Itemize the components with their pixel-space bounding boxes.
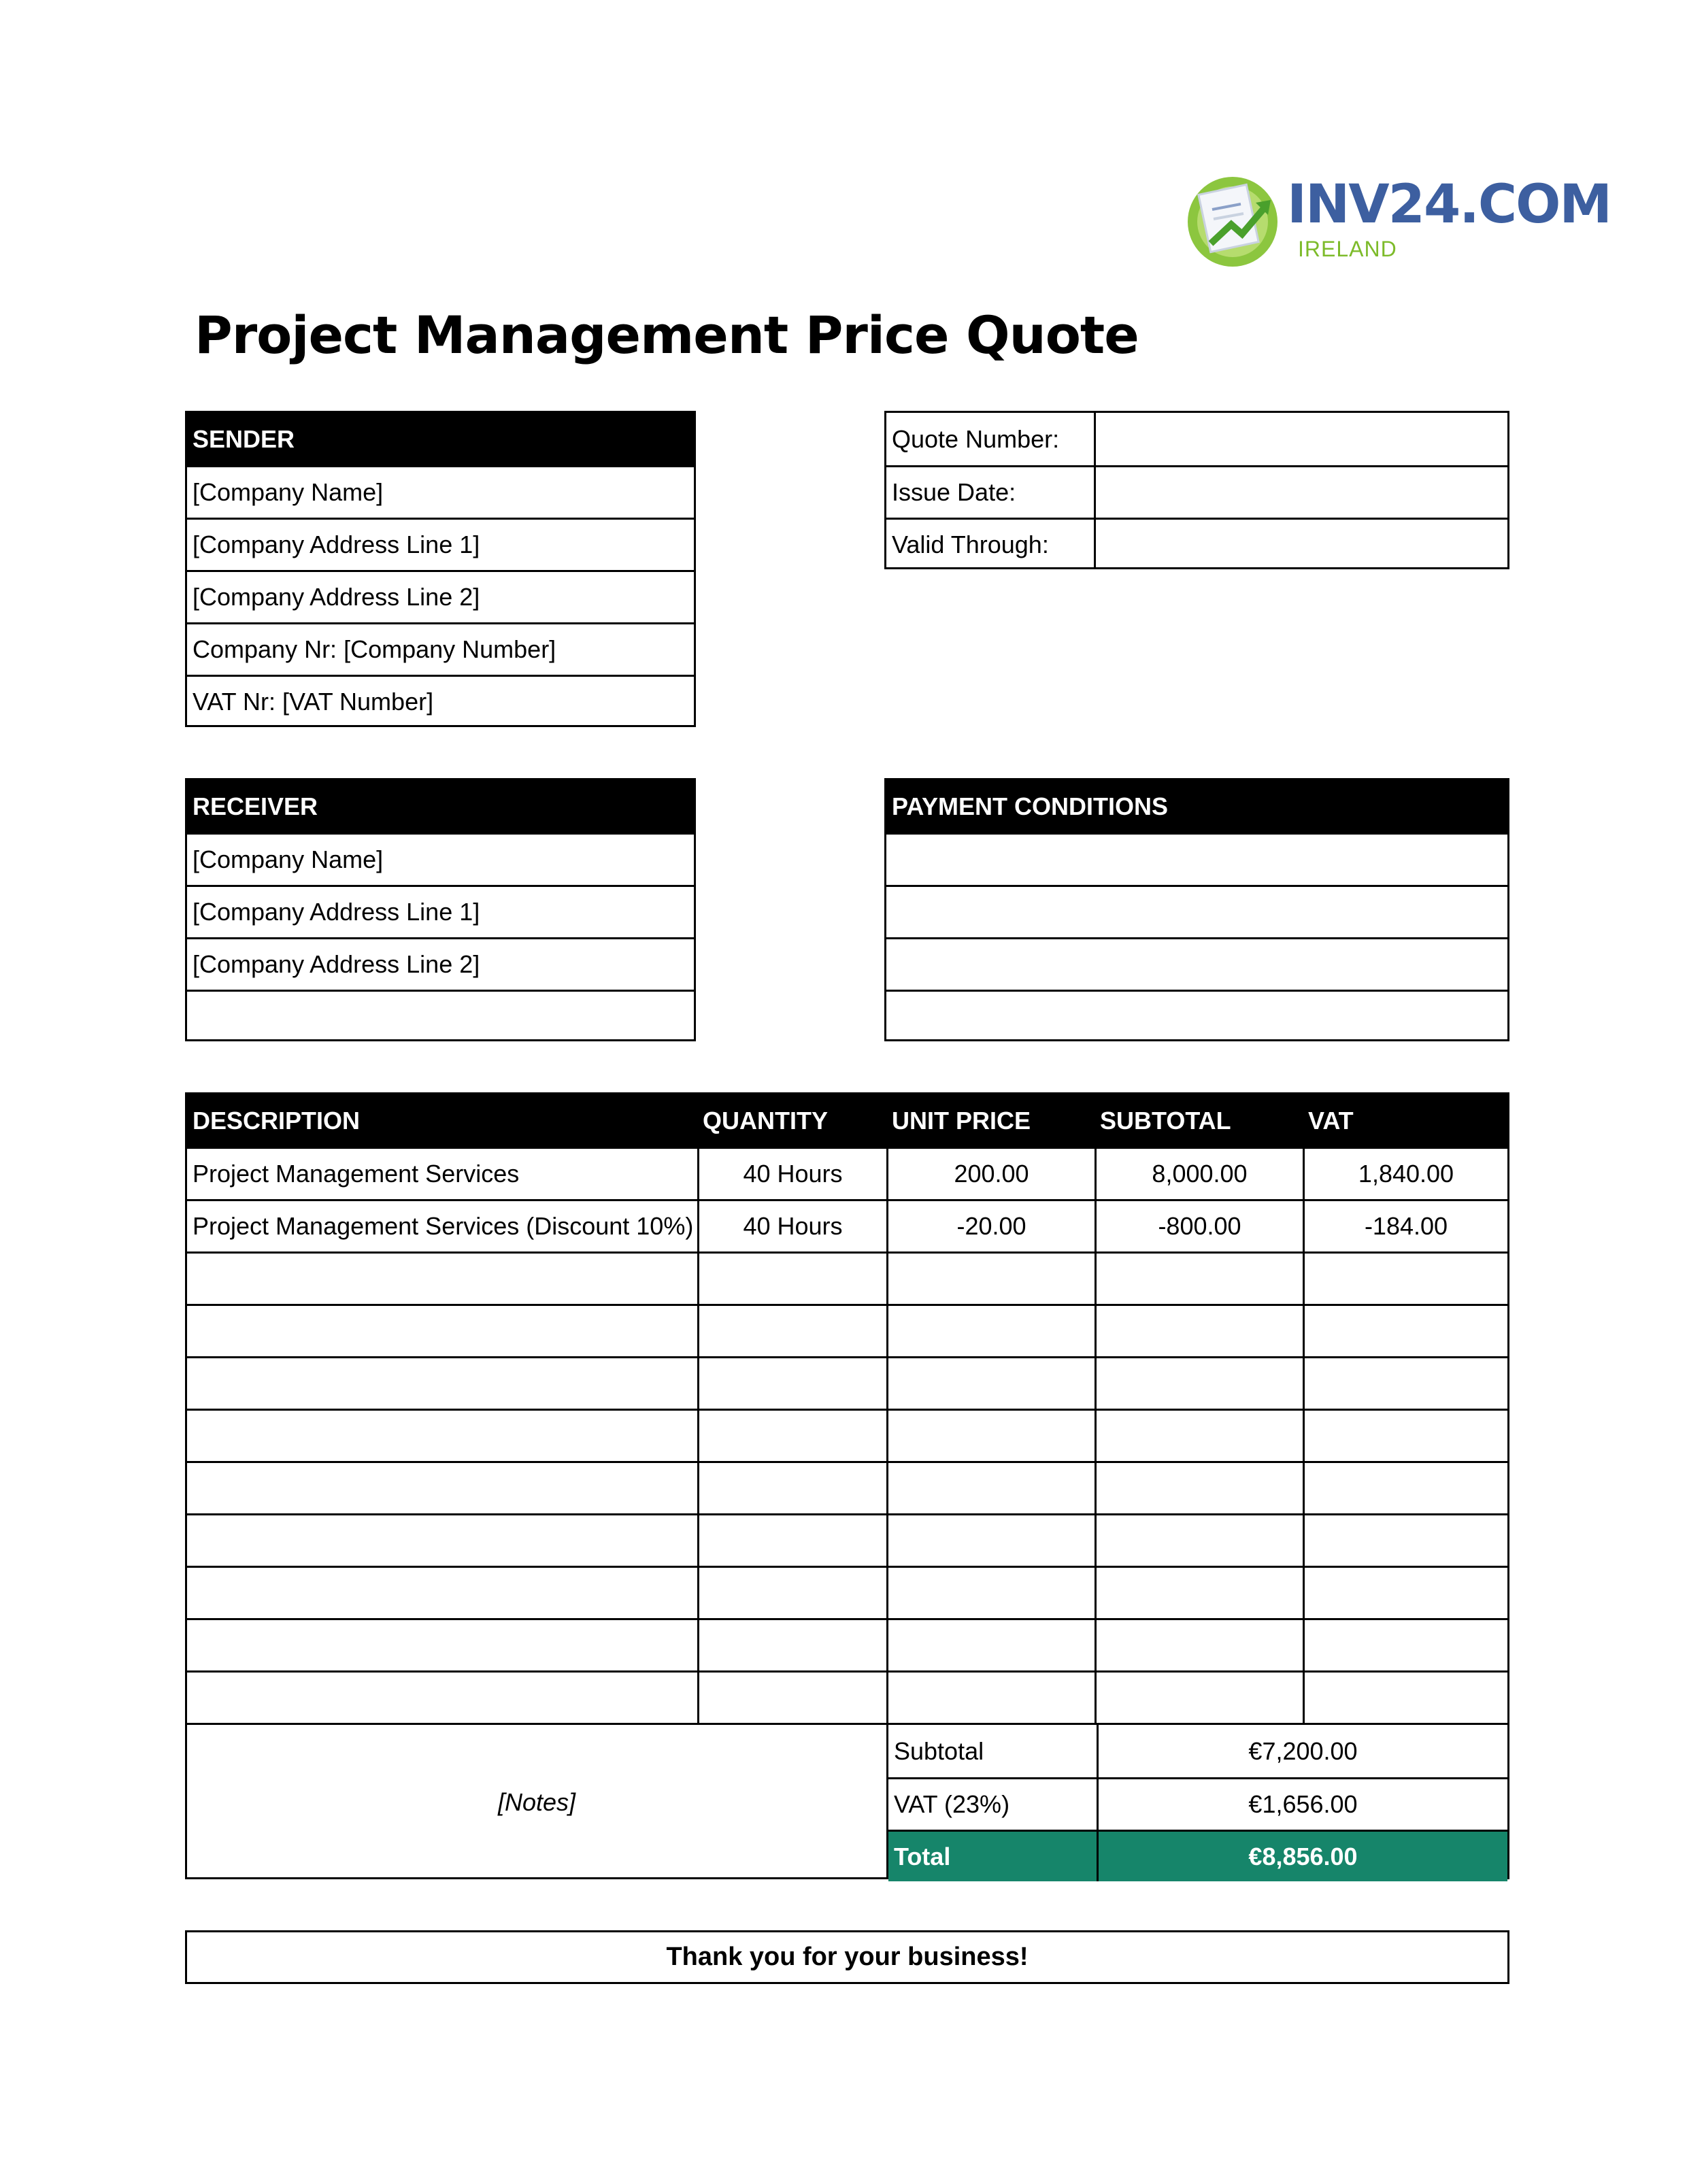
- table-row: [187, 1513, 1507, 1566]
- table-row: [187, 1618, 1507, 1670]
- quote-number-value[interactable]: [1094, 413, 1507, 465]
- payment-conditions-header: PAYMENT CONDITIONS: [886, 780, 1507, 833]
- column-header: QUANTITY: [703, 1106, 828, 1135]
- valid-through-row: Valid Through:: [886, 518, 1507, 569]
- sender-header: SENDER: [187, 413, 694, 465]
- receiver-line: [187, 990, 694, 1041]
- table-row: Project Management Services (Discount 10%) 40 Hours -20.00 -800.00 -184.00: [187, 1199, 1507, 1251]
- sender-line: [Company Address Line 2]: [187, 570, 694, 622]
- table-row: [187, 1251, 1507, 1304]
- subtotal-row: Subtotal €7,200.00: [888, 1725, 1507, 1777]
- table-row: [187, 1409, 1507, 1461]
- table-row: [187, 1461, 1507, 1513]
- receiver-header: RECEIVER: [187, 780, 694, 833]
- receiver-line: [Company Address Line 1]: [187, 885, 694, 937]
- logo-brand: INV24.COM: [1287, 174, 1611, 235]
- valid-through-value[interactable]: [1094, 520, 1507, 569]
- logo-country: IRELAND: [1298, 237, 1397, 261]
- sender-section: [185, 411, 696, 727]
- column-header: UNIT PRICE: [892, 1106, 1031, 1135]
- issue-date-row: Issue Date:: [886, 465, 1507, 518]
- totals-block: [886, 1725, 1507, 1879]
- total-row: Total €8,856.00: [888, 1830, 1507, 1881]
- table-row: [187, 1566, 1507, 1618]
- thank-you-footer: [185, 1930, 1509, 1984]
- column-header: VAT: [1308, 1106, 1354, 1135]
- column-header: SUBTOTAL: [1100, 1106, 1231, 1135]
- receiver-line: [Company Address Line 2]: [187, 937, 694, 990]
- subtotal-value: €7,200.00: [1097, 1725, 1507, 1777]
- items-table: [185, 1092, 1509, 1879]
- thank-you-text: Thank you for your business!: [666, 1943, 1029, 1971]
- table-row: [187, 1304, 1507, 1356]
- sender-line: Company Nr: [Company Number]: [187, 622, 694, 675]
- notes-totals-area: [187, 1723, 1507, 1879]
- table-row: [187, 1356, 1507, 1409]
- table-row: Project Management Services 40 Hours 200.00 8,000.00 1,840.00: [187, 1147, 1507, 1199]
- receiver-line: [Company Name]: [187, 833, 694, 885]
- payment-conditions-section: [884, 778, 1509, 1041]
- sender-line: [Company Name]: [187, 465, 694, 518]
- payment-condition-line: [886, 885, 1507, 937]
- quote-number-row: Quote Number:: [886, 413, 1507, 465]
- sender-line: VAT Nr: [VAT Number]: [187, 675, 694, 727]
- total-value: €8,856.00: [1097, 1832, 1507, 1881]
- items-table-header: [187, 1094, 1507, 1147]
- issue-date-value[interactable]: [1094, 467, 1507, 518]
- table-row: [187, 1670, 1507, 1723]
- receiver-section: [185, 778, 696, 1041]
- sender-line: [Company Address Line 1]: [187, 518, 694, 570]
- logo-graphic-icon: [1184, 169, 1286, 271]
- quote-info-section: [884, 411, 1509, 569]
- company-logo: [1184, 169, 1611, 271]
- vat-value: €1,656.00: [1097, 1779, 1507, 1830]
- notes-field[interactable]: [Notes]: [497, 1787, 576, 1816]
- payment-condition-line: [886, 833, 1507, 885]
- column-header: DESCRIPTION: [193, 1106, 361, 1135]
- payment-condition-line: [886, 937, 1507, 990]
- vat-row: VAT (23%) €1,656.00: [888, 1777, 1507, 1830]
- page-title: Project Management Price Quote: [195, 305, 1139, 365]
- payment-condition-line: [886, 990, 1507, 1041]
